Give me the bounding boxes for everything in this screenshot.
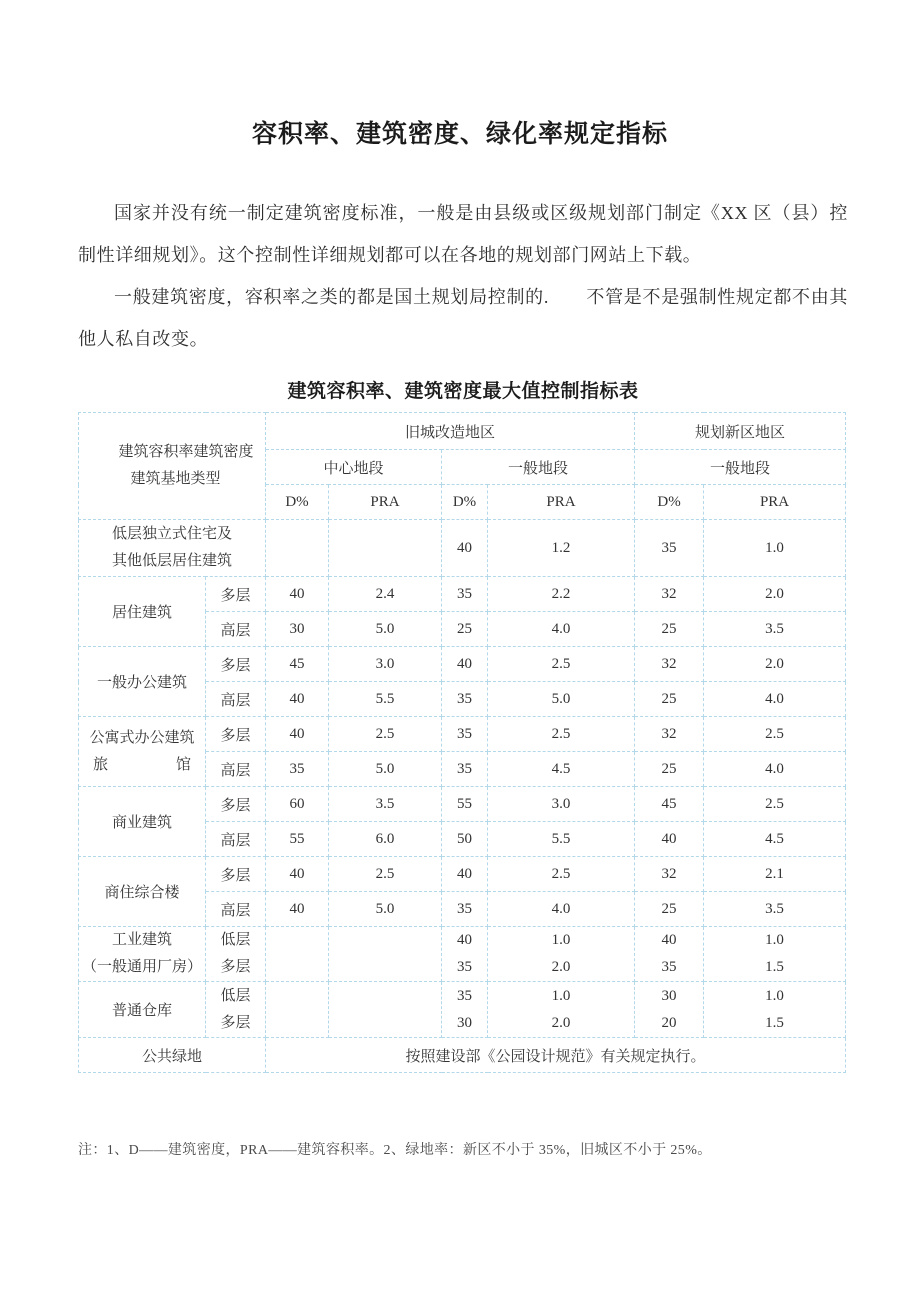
cell-zone-general-old: 一般地段 <box>442 450 635 485</box>
cell-value: 3.5 <box>329 787 442 822</box>
cell-storey: 高层 <box>206 752 266 787</box>
cell-corner <box>79 413 266 520</box>
cell-value: 2.5 <box>488 647 635 682</box>
cell-value: 2.4 <box>329 577 442 612</box>
cell-value: 35 <box>442 682 488 717</box>
indicator-table <box>78 412 846 1073</box>
corner-line2: 建筑基地类型 <box>130 471 221 487</box>
cell-value: 4.0 <box>704 682 846 717</box>
cell-region-new: 规划新区地区 <box>635 413 846 450</box>
category-line2: （一般通用厂房） <box>81 959 202 975</box>
category-line1: 工业建筑 <box>111 932 172 948</box>
cell-value: 40 <box>266 892 329 927</box>
cell-value: 50 <box>442 822 488 857</box>
table-row-greenspace <box>79 1038 846 1073</box>
cell-value: 4.0 <box>488 892 635 927</box>
cell-zone-general-new: 一般地段 <box>635 450 846 485</box>
cell-storey: 多层 <box>206 647 266 682</box>
cell-category: 普通仓库 <box>79 982 206 1038</box>
cell-value: 3.5 <box>704 892 846 927</box>
cell-value: 3.5 <box>704 612 846 647</box>
cell-value: 40 <box>442 520 488 577</box>
cell-value: 40 <box>266 577 329 612</box>
cell-value: 2.5 <box>488 717 635 752</box>
cell-d-label: D% <box>635 485 704 520</box>
table-title: 建筑容积率、建筑密度最大值控制指标表 <box>287 381 639 402</box>
table-row-commercial-multi <box>79 787 846 822</box>
cell-value-empty <box>329 982 442 1038</box>
cell-value: 1.0 2.0 <box>488 927 635 982</box>
cell-value: 2.5 <box>329 717 442 752</box>
cell-value: 32 <box>635 857 704 892</box>
cell-value: 1.0 1.5 <box>704 927 846 982</box>
cell-region-old: 旧城改造地区 <box>266 413 635 450</box>
cell-category: 商业建筑 <box>79 787 206 857</box>
category-line1: 公寓式办公建筑 <box>89 729 195 746</box>
cell-storey: 低层 多层 <box>206 927 266 982</box>
cell-value: 30 <box>266 612 329 647</box>
cell-value: 2.2 <box>488 577 635 612</box>
cell-value: 40 <box>266 682 329 717</box>
cell-value-empty <box>329 520 442 577</box>
cell-value: 3.0 <box>488 787 635 822</box>
cell-value: 25 <box>635 892 704 927</box>
category-line2-right: 馆 <box>175 756 191 773</box>
cell-category <box>79 717 206 787</box>
paragraph-1: 国家并没有统一制定建筑密度标准，一般是由县级或区级规划部门制定《XX 区（县）控制性详细规划》。这个控制性详细规划都可以在各地的规划部门网站上下载。 <box>78 203 848 265</box>
cell-value: 32 <box>635 577 704 612</box>
cell-value: 2.0 <box>704 647 846 682</box>
cell-category: 商住综合楼 <box>79 857 206 927</box>
cell-value: 32 <box>635 647 704 682</box>
cell-d-label: D% <box>266 485 329 520</box>
cell-value: 40 <box>635 822 704 857</box>
cell-value: 40 <box>266 857 329 892</box>
cell-value-empty <box>266 520 329 577</box>
cell-storey: 高层 <box>206 892 266 927</box>
cell-value: 35 <box>442 717 488 752</box>
cell-pra-label: PRA <box>329 485 442 520</box>
cell-value: 4.0 <box>488 612 635 647</box>
cell-value: 1.2 <box>488 520 635 577</box>
cell-value-empty <box>266 982 329 1038</box>
cell-value: 2.5 <box>329 857 442 892</box>
paragraph-2: 一般建筑密度，容积率之类的都是国土规划局控制的. 不管是不是强制性规定都不由其他人私自改变。 <box>78 287 848 349</box>
cell-value: 4.5 <box>704 822 846 857</box>
category-line1: 低层独立式住宅及 <box>112 526 233 542</box>
table-row-industrial <box>79 927 846 982</box>
cell-value-empty <box>329 927 442 982</box>
cell-value: 6.0 <box>329 822 442 857</box>
cell-value: 55 <box>442 787 488 822</box>
cell-storey: 低层 多层 <box>206 982 266 1038</box>
cell-value: 35 <box>442 577 488 612</box>
category-line2: 其他低层居住建筑 <box>112 553 233 569</box>
footnote: 注：1、D——建筑密度，PRA——建筑容积率。2、绿地率：新区不小于 35%，旧城区不小于 25%。 <box>78 1143 712 1158</box>
cell-storey: 高层 <box>206 612 266 647</box>
cell-value: 55 <box>266 822 329 857</box>
table-row-mixed-multi <box>79 857 846 892</box>
cell-value: 35 <box>442 752 488 787</box>
cell-value: 4.5 <box>488 752 635 787</box>
cell-value: 35 <box>266 752 329 787</box>
cell-value: 5.5 <box>329 682 442 717</box>
cell-value-empty <box>266 927 329 982</box>
cell-value: 30 20 <box>635 982 704 1038</box>
cell-category: 公共绿地 <box>79 1038 266 1073</box>
cell-value: 40 <box>442 647 488 682</box>
cell-storey: 高层 <box>206 682 266 717</box>
cell-value: 45 <box>266 647 329 682</box>
cell-pra-label: PRA <box>704 485 846 520</box>
category-line2 <box>79 752 205 779</box>
table-row-lowrise <box>79 520 846 577</box>
cell-value: 1.0 2.0 <box>488 982 635 1038</box>
cell-value: 2.1 <box>704 857 846 892</box>
cell-greenspace-note: 按照建设部《公园设计规范》有关规定执行。 <box>266 1038 846 1073</box>
cell-value: 45 <box>635 787 704 822</box>
cell-d-label: D% <box>442 485 488 520</box>
cell-value: 25 <box>635 752 704 787</box>
cell-category <box>79 520 266 577</box>
cell-category: 一般办公建筑 <box>79 647 206 717</box>
table-row-warehouse <box>79 982 846 1038</box>
cell-category <box>79 927 206 982</box>
table-header-row-regions <box>79 413 846 450</box>
cell-value: 40 <box>442 857 488 892</box>
cell-zone-center: 中心地段 <box>266 450 442 485</box>
cell-value: 40 35 <box>442 927 488 982</box>
cell-value: 5.0 <box>329 752 442 787</box>
cell-value: 35 <box>442 892 488 927</box>
cell-category: 居住建筑 <box>79 577 206 647</box>
table-row-residential-multi <box>79 577 846 612</box>
cell-value: 2.5 <box>704 787 846 822</box>
cell-value: 2.0 <box>704 577 846 612</box>
cell-value: 35 30 <box>442 982 488 1038</box>
cell-storey: 多层 <box>206 787 266 822</box>
cell-value: 1.0 <box>704 520 846 577</box>
cell-pra-label: PRA <box>488 485 635 520</box>
page-title: 容积率、建筑密度、绿化率规定指标 <box>251 120 668 148</box>
cell-value: 32 <box>635 717 704 752</box>
cell-storey: 高层 <box>206 822 266 857</box>
cell-value: 4.0 <box>704 752 846 787</box>
category-line2-left: 旅 <box>93 756 109 773</box>
cell-value: 3.0 <box>329 647 442 682</box>
cell-value: 5.5 <box>488 822 635 857</box>
cell-value: 1.0 1.5 <box>704 982 846 1038</box>
cell-value: 2.5 <box>488 857 635 892</box>
cell-value: 40 <box>266 717 329 752</box>
corner-line1: 建筑容积率建筑密度 <box>118 444 254 460</box>
cell-value: 25 <box>635 682 704 717</box>
cell-value: 35 <box>635 520 704 577</box>
cell-value: 5.0 <box>329 892 442 927</box>
cell-storey: 多层 <box>206 717 266 752</box>
cell-storey: 多层 <box>206 577 266 612</box>
cell-value: 40 35 <box>635 927 704 982</box>
cell-value: 5.0 <box>488 682 635 717</box>
cell-value: 60 <box>266 787 329 822</box>
table-row-apartment-hotel-multi <box>79 717 846 752</box>
cell-storey: 多层 <box>206 857 266 892</box>
table-row-office-multi <box>79 647 846 682</box>
cell-value: 2.5 <box>704 717 846 752</box>
cell-value: 25 <box>635 612 704 647</box>
cell-value: 5.0 <box>329 612 442 647</box>
cell-value: 25 <box>442 612 488 647</box>
